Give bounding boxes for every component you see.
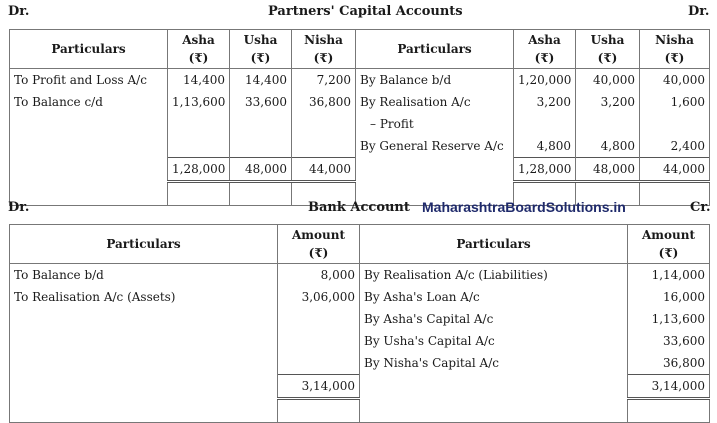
bank-total-right: 3,14,000 xyxy=(628,375,710,399)
capital-col-nisha-right: Nisha (₹) xyxy=(640,30,710,69)
cell-particulars: To Realisation A/c (Assets) xyxy=(10,286,278,308)
cell-nisha: 36,800 xyxy=(292,91,356,113)
cell-asha: 1,13,600 xyxy=(168,91,230,113)
cell-nisha xyxy=(292,135,356,158)
table-row xyxy=(10,286,710,308)
cell-asha: 3,200 xyxy=(514,91,576,113)
cell-particulars xyxy=(10,330,278,352)
cell-amount: 36,800 xyxy=(628,352,710,375)
cell-particulars: To Profit and Loss A/c xyxy=(10,69,168,92)
cell-amount xyxy=(278,352,360,375)
total-nisha-right: 44,000 xyxy=(640,158,710,182)
cell-nisha: 2,400 xyxy=(640,135,710,158)
cell-particulars xyxy=(10,113,168,135)
cell-asha xyxy=(168,135,230,158)
cell-amount xyxy=(278,330,360,352)
bank-col-particulars-right: Particulars xyxy=(360,225,628,264)
bank-table xyxy=(9,224,710,423)
cell-asha: 14,400 xyxy=(168,69,230,92)
capital-table xyxy=(9,29,710,206)
cell-asha xyxy=(514,113,576,135)
bank-totals-row xyxy=(10,375,710,399)
bank-header-row xyxy=(10,225,710,264)
total-nisha-left: 44,000 xyxy=(292,158,356,182)
cell-particulars: – Profit xyxy=(356,113,514,135)
cell-asha: 1,20,000 xyxy=(514,69,576,92)
cell-particulars: By Asha's Capital A/c xyxy=(360,308,628,330)
cell-particulars: By Realisation A/c (Liabilities) xyxy=(360,264,628,287)
cell-particulars: By Balance b/d xyxy=(356,69,514,92)
capital-totals-row xyxy=(10,158,710,182)
table-row xyxy=(10,135,710,158)
cell-asha: 4,800 xyxy=(514,135,576,158)
cell-usha: 3,200 xyxy=(576,91,640,113)
cell-usha xyxy=(576,113,640,135)
cell-particulars xyxy=(10,375,278,399)
bank-col-particulars-left: Particulars xyxy=(10,225,278,264)
cell-particulars: By Asha's Loan A/c xyxy=(360,286,628,308)
capital-col-asha-right: Asha (₹) xyxy=(514,30,576,69)
cell-particulars xyxy=(360,375,628,399)
cell-particulars: By Usha's Capital A/c xyxy=(360,330,628,352)
cell-amount: 1,14,000 xyxy=(628,264,710,287)
cell-particulars: By Nisha's Capital A/c xyxy=(360,352,628,375)
bank-cr-label: Cr. xyxy=(690,200,711,215)
cell-usha xyxy=(230,135,292,158)
capital-col-usha-left: Usha (₹) xyxy=(230,30,292,69)
cell-nisha: 1,600 xyxy=(640,91,710,113)
cell-amount: 1,13,600 xyxy=(628,308,710,330)
table-row xyxy=(10,330,710,352)
bank-total-left: 3,14,000 xyxy=(278,375,360,399)
cell-particulars xyxy=(356,158,514,182)
bank-spacer-row xyxy=(10,399,710,423)
cell-nisha: 7,200 xyxy=(292,69,356,92)
cell-particulars: To Balance c/d xyxy=(10,91,168,113)
cell-amount: 3,06,000 xyxy=(278,286,360,308)
cell-amount: 8,000 xyxy=(278,264,360,287)
capital-dr-label-right: Dr. xyxy=(688,4,710,19)
capital-col-particulars-left: Particulars xyxy=(10,30,168,69)
cell-particulars xyxy=(10,308,278,330)
table-row xyxy=(10,91,710,113)
cell-usha: 33,600 xyxy=(230,91,292,113)
cell-amount xyxy=(278,308,360,330)
table-row xyxy=(10,69,710,92)
capital-col-particulars-right: Particulars xyxy=(356,30,514,69)
table-row xyxy=(10,113,710,135)
bank-col-amount-right: Amount (₹) xyxy=(628,225,710,264)
website-watermark: MaharashtraBoardSolutions.in xyxy=(422,199,626,215)
capital-col-nisha-left: Nisha (₹) xyxy=(292,30,356,69)
cell-usha: 40,000 xyxy=(576,69,640,92)
table-row xyxy=(10,352,710,375)
cell-usha: 4,800 xyxy=(576,135,640,158)
cell-particulars xyxy=(10,352,278,375)
cell-particulars: To Balance b/d xyxy=(10,264,278,287)
total-asha-left: 1,28,000 xyxy=(168,158,230,182)
capital-dr-label: Dr. xyxy=(8,4,30,19)
total-asha-right: 1,28,000 xyxy=(514,158,576,182)
cell-nisha: 40,000 xyxy=(640,69,710,92)
capital-header-row xyxy=(10,30,710,69)
cell-asha xyxy=(168,113,230,135)
cell-particulars: By General Reserve A/c xyxy=(356,135,514,158)
cell-amount: 33,600 xyxy=(628,330,710,352)
bank-col-amount-left: Amount (₹) xyxy=(278,225,360,264)
cell-particulars xyxy=(10,135,168,158)
cell-nisha xyxy=(640,113,710,135)
cell-particulars xyxy=(10,158,168,182)
table-row xyxy=(10,264,710,287)
capital-col-asha-left: Asha (₹) xyxy=(168,30,230,69)
total-usha-right: 48,000 xyxy=(576,158,640,182)
bank-title: Bank Account xyxy=(308,200,410,215)
cell-nisha xyxy=(292,113,356,135)
bank-dr-label: Dr. xyxy=(8,200,30,215)
total-usha-left: 48,000 xyxy=(230,158,292,182)
capital-title: Partners' Capital Accounts xyxy=(268,4,463,19)
table-row xyxy=(10,308,710,330)
cell-amount: 16,000 xyxy=(628,286,710,308)
cell-particulars: By Realisation A/c xyxy=(356,91,514,113)
cell-usha: 14,400 xyxy=(230,69,292,92)
capital-col-usha-right: Usha (₹) xyxy=(576,30,640,69)
cell-usha xyxy=(230,113,292,135)
